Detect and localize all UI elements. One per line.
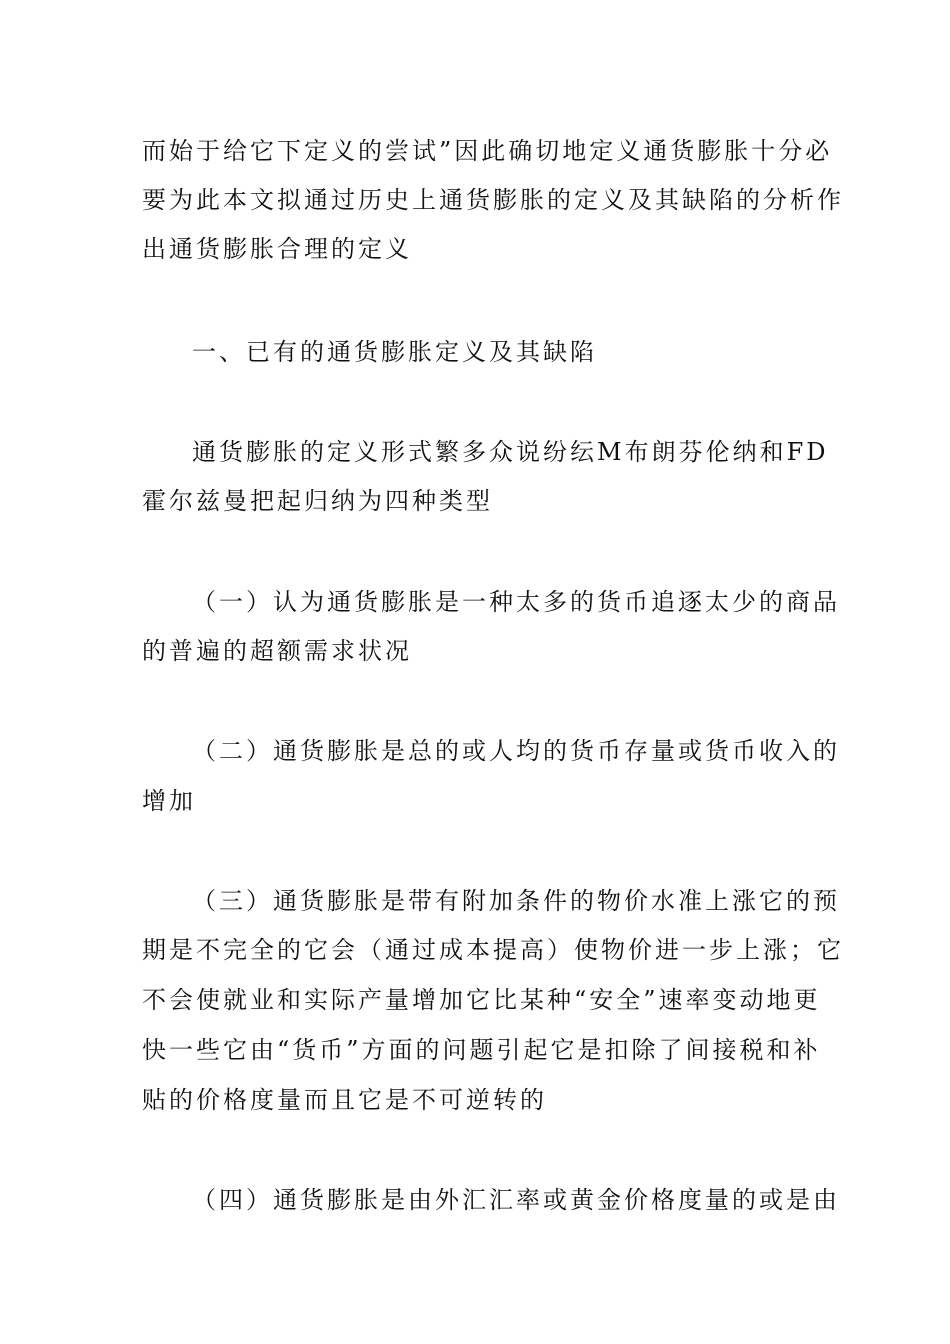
section-heading: 一、已有的通货膨胀定义及其缺陷 <box>192 338 597 366</box>
text-line: 增加 <box>142 787 196 815</box>
text-line: （三）通货膨胀是带有附加条件的物价水准上涨它的预 <box>192 887 840 915</box>
text-line: 期是不完全的它会（通过成本提高）使物价进一步上涨；它 <box>142 936 844 964</box>
text-line: 不会使就业和实际产量增加它比某种“安全”速率变动地更 <box>142 986 821 1014</box>
text-line: 霍尔兹曼把起归纳为四种类型 <box>142 487 493 515</box>
text-line: （一）认为通货膨胀是一种太多的货币追逐太少的商品 <box>192 588 840 616</box>
text-line: 通货膨胀的定义形式繁多众说纷纭M布朗芬伦纳和FD <box>192 438 829 466</box>
text-line: 的普遍的超额需求状况 <box>142 637 412 665</box>
text-line: 出通货膨胀合理的定义 <box>142 235 412 263</box>
text-line: 要为此本文拟通过历史上通货膨胀的定义及其缺陷的分析作 <box>142 186 844 214</box>
text-line: （四）通货膨胀是由外汇汇率或黄金价格度量的或是由 <box>192 1186 840 1214</box>
text-line: 而始于给它下定义的尝试”因此确切地定义通货膨胀十分必 <box>142 137 833 165</box>
text-line: 快一些它由“货币”方面的问题引起它是扣除了间接税和补 <box>142 1036 821 1064</box>
text-line: 贴的价格度量而且它是不可逆转的 <box>142 1086 547 1114</box>
text-line: （二）通货膨胀是总的或人均的货币存量或货币收入的 <box>192 737 840 765</box>
